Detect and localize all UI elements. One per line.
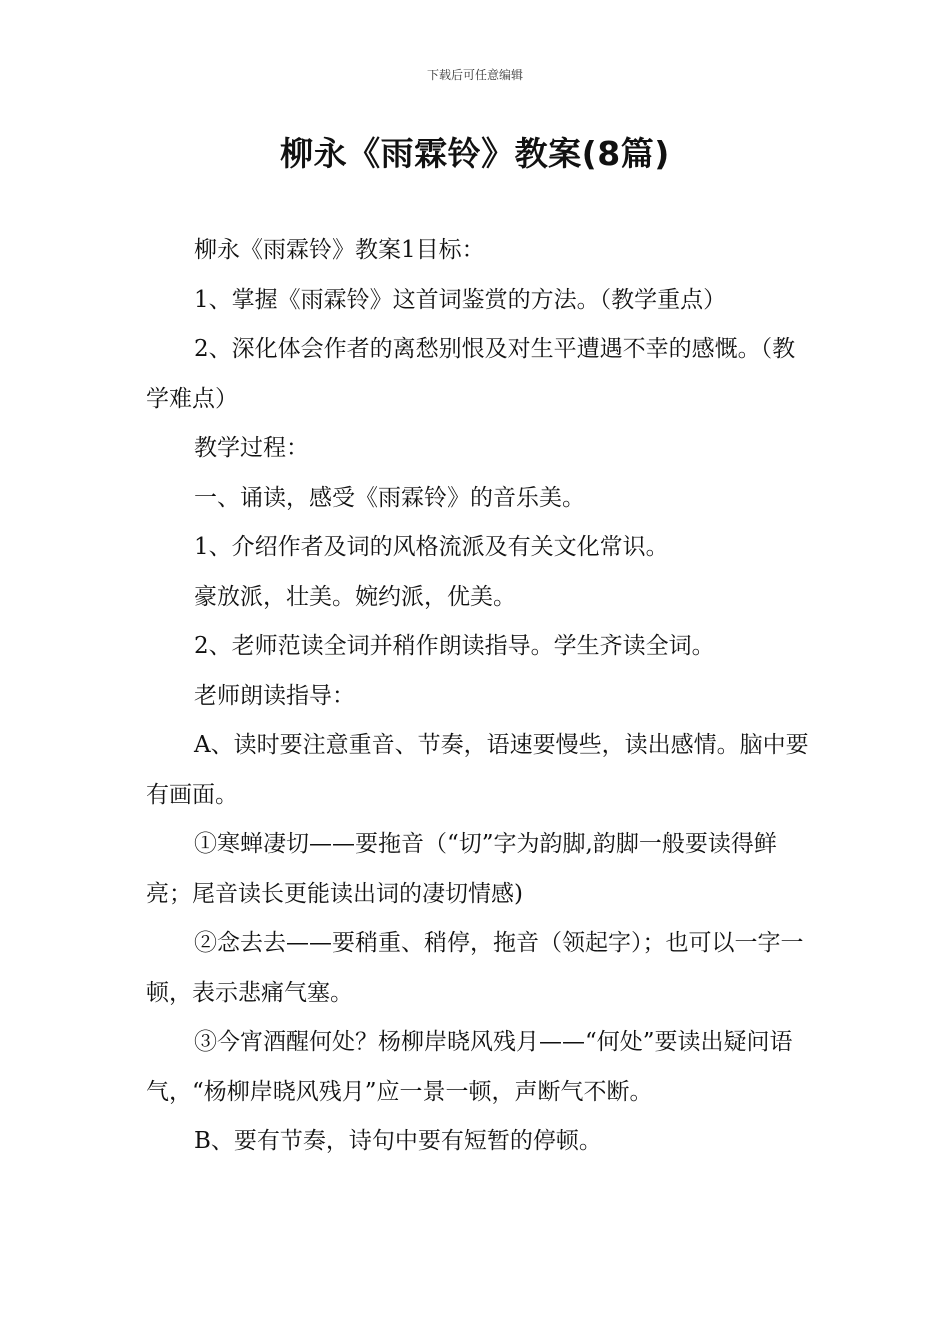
document-body — [146, 226, 816, 1167]
paragraph-note-3: ③今宵酒醒何处？杨柳岸晓风残月——“何处”要读出疑问语气，“杨柳岸晓风残月”应一景一顿，声断气不断。 — [146, 1029, 793, 1105]
header-note: 下载后可任意编辑 — [426, 68, 523, 82]
paragraph-section-1: 一、诵读，感受《雨霖铃》的音乐美。 — [194, 484, 585, 511]
paragraph-reading-guide: 老师朗读指导： — [194, 682, 355, 709]
paragraph-note-2: ②念去去——要稍重、稍停，拖音（领起字）；也可以一字一顿，表示悲痛气塞。 — [146, 930, 804, 1006]
paragraph-guide-b: B、要有节奏，诗句中要有短暂的停顿。 — [194, 1128, 602, 1154]
paragraph-schools: 豪放派，壮美。婉约派，优美。 — [194, 583, 516, 610]
paragraph-step-2: 2、老师范读全词并稍作朗读指导。学生齐读全词。 — [194, 633, 715, 659]
paragraph-process-heading: 教学过程： — [194, 435, 309, 461]
paragraph-objective-1: 1、掌握《雨霖铃》这首词鉴赏的方法。（教学重点） — [194, 286, 727, 313]
paragraph-objectives: 柳永《雨霖铃》教案1目标： — [194, 237, 485, 263]
document-title: 柳永《雨霖铃》教案(8篇) — [280, 134, 670, 173]
paragraph-step-1: 1、介绍作者及词的风格流派及有关文化常识。 — [194, 534, 669, 560]
paragraph-guide-a: A、读时要注意重音、节奏，语速要慢些，读出感情。脑中要有画面。 — [146, 732, 809, 808]
paragraph-note-1: ①寒蝉凄切——要拖音（“切”字为韵脚,韵脚一般要读得鲜亮；尾音读长更能读出词的凄切情感) — [146, 831, 777, 907]
paragraph-objective-2: 2、深化体会作者的离愁别恨及对生平遭遇不幸的感慨。（教学难点） — [146, 336, 796, 412]
